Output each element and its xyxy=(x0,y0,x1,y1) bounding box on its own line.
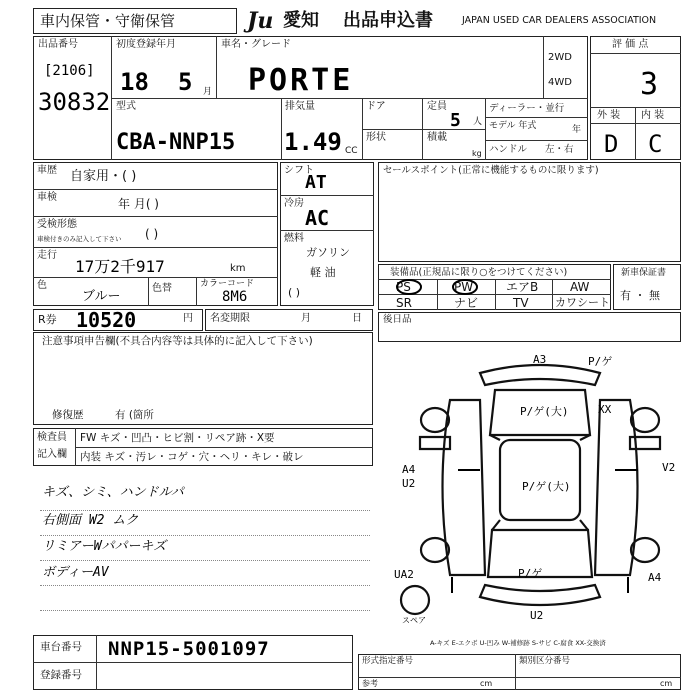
name-change-label: 名変期限 xyxy=(210,313,250,324)
association-name: JAPAN USED CAR DEALERS ASSOCIATION xyxy=(462,15,657,26)
model-year-label: モデル 年式 xyxy=(489,121,537,131)
damage-legend: A-キズ E-エクボ U-凹み W-補修跡 S-サビ C-腐食 XX-交換済 xyxy=(430,639,606,647)
ju-logo: Ju xyxy=(247,8,274,34)
type-value: CBA-NNP15 xyxy=(116,130,236,155)
history-label: 車歴 xyxy=(37,165,57,176)
lot-number: 30832 xyxy=(38,88,111,116)
shift-label: シフト xyxy=(284,165,314,176)
load-label: 積載 xyxy=(427,132,447,143)
equipment-item: カワシート xyxy=(555,296,610,309)
ac-value: AC xyxy=(305,206,330,230)
sales-point-box xyxy=(378,162,681,262)
handwritten-note: リミアーWパパーキズ xyxy=(42,539,167,554)
model-label: 車名・グレード xyxy=(221,39,291,50)
name-change-day: 日 xyxy=(352,313,362,324)
capacity-label: 定員 xyxy=(427,101,447,112)
damage-mark: P/ゲ(大) xyxy=(520,405,569,418)
mileage-label: 走行 xyxy=(37,250,57,261)
handle-label: ハンドル xyxy=(489,144,528,155)
fw-row: FW キズ・凹凸・ヒビ割・リペア跡・X要 xyxy=(80,432,275,444)
damage-mark: XX xyxy=(598,403,612,416)
tax-value: 10520 xyxy=(76,308,137,332)
doc-number-label: 形式指定番号 xyxy=(362,656,414,666)
interior-label: 内 装 xyxy=(641,110,665,121)
inspection-label: 車検 xyxy=(37,192,57,203)
color-change-label: 色替 xyxy=(152,283,172,294)
door-label: ドア xyxy=(366,101,386,112)
inspection-value: 年 月( ) xyxy=(118,197,159,211)
storage-label: 車内保管・守衛保管 xyxy=(40,12,176,30)
car-diagram xyxy=(380,345,685,630)
cm-unit: cm xyxy=(660,679,673,688)
damage-mark: A4 xyxy=(648,571,662,584)
damage-mark: A4 xyxy=(402,463,416,476)
ac-label: 冷房 xyxy=(284,198,304,209)
handle-options: 左・右 xyxy=(545,144,574,155)
equipment-title: 装備品(正規品に限り○をつけてください) xyxy=(390,267,568,278)
dealer-label: ディーラー・並行 xyxy=(489,103,565,114)
type-label: 型式 xyxy=(116,101,136,112)
damage-mark: U2 xyxy=(530,609,544,622)
reg-month: 5 xyxy=(178,68,193,96)
load-unit: kg xyxy=(472,149,482,158)
equipment-item: ナビ xyxy=(454,296,479,310)
tax-label: R券 xyxy=(38,313,57,326)
form-title: 出品申込書 xyxy=(343,10,433,31)
equipment-item: エアB xyxy=(506,280,539,294)
equipment-item: PS xyxy=(396,280,411,294)
equipment-item: PW xyxy=(454,280,474,294)
handwritten-note: ボディーAV xyxy=(42,565,109,580)
rear-item-box xyxy=(378,312,681,342)
exterior-label: 外 装 xyxy=(597,110,621,121)
equipment-item: TV xyxy=(513,296,529,310)
receipt-value: ( ) xyxy=(145,227,159,241)
damage-mark: V2 xyxy=(662,461,676,474)
reg-year: 18 xyxy=(120,68,149,96)
damage-mark: P/ゲ xyxy=(518,567,543,580)
sales-point-label: セールスポイント(正常に機能するものに限ります) xyxy=(383,165,599,176)
name-change-month: 月 xyxy=(301,313,311,324)
interior-value: C xyxy=(648,130,663,158)
receipt-label: 受検形態 xyxy=(37,219,77,230)
history-value: 自家用・( ) xyxy=(70,169,137,184)
tax-unit: 円 xyxy=(183,313,193,324)
handwritten-note: キズ、シミ、ハンドルパ xyxy=(42,485,184,500)
notice-label: 注意事項申告欄(不具合内容等は具体的に記入して下さい) xyxy=(42,335,313,347)
inspector-label: 検査員 xyxy=(37,432,67,443)
mileage-unit: km xyxy=(230,263,246,274)
spare-label: スペア xyxy=(402,616,426,625)
fuel-label: 燃料 xyxy=(284,233,304,244)
model-name: PORTE xyxy=(248,63,354,98)
damage-mark: UA2 xyxy=(394,568,414,581)
chassis-number: NNP15-5001097 xyxy=(108,638,270,660)
shape-label: 形状 xyxy=(366,132,386,143)
damage-mark: U2 xyxy=(402,477,416,490)
rating-value: 3 xyxy=(640,67,659,102)
rear-item-label: 後日品 xyxy=(383,314,412,325)
fuel-value: ガソリン xyxy=(306,246,350,259)
fuel-paren: ( ) xyxy=(288,286,301,299)
damage-mark: A3 xyxy=(533,353,547,366)
month-unit: 月 xyxy=(203,87,213,97)
mileage-value: 17万2千917 xyxy=(75,257,165,276)
repair-value: 有 (箇所 xyxy=(115,409,154,421)
displacement-value: 1.49 xyxy=(284,128,342,156)
category-number-label: 類別区分番号 xyxy=(519,656,571,666)
warranty-label: 新車保証書 xyxy=(621,268,667,278)
displacement-unit: CC xyxy=(345,146,358,156)
org-name: 愛知 xyxy=(283,10,319,31)
year-unit: 年 xyxy=(572,125,582,135)
interior-row: 内装 キズ・汚レ・コゲ・穴・ヘリ・キレ・破レ xyxy=(80,451,304,463)
fuel-diesel: 軽 油 xyxy=(310,266,336,279)
drive-2wd: 2WD xyxy=(548,52,572,63)
color-code-value: 8M6 xyxy=(222,289,248,305)
equipment-item: SR xyxy=(396,296,412,310)
repair-label: 修復歴 xyxy=(52,409,84,421)
color-value: ブルー xyxy=(82,289,121,304)
exterior-value: D xyxy=(604,130,619,158)
warranty-value: 有 ・ 無 xyxy=(620,289,660,302)
chassis-label: 車台番号 xyxy=(40,641,82,653)
damage-mark: P/ゲ(大) xyxy=(522,480,571,493)
capacity-unit: 人 xyxy=(473,117,483,127)
capacity-value: 5 xyxy=(450,110,461,131)
receipt-note: 車検付きのみ記入して下さい xyxy=(37,235,122,243)
lot-bracket-code: [2106] xyxy=(44,63,95,79)
registration-number-label: 登録番号 xyxy=(40,669,82,681)
cm-unit: cm xyxy=(480,679,493,688)
equipment-circles xyxy=(395,277,485,297)
displacement-label: 排気量 xyxy=(285,101,315,112)
color-code-label: カラーコード xyxy=(200,279,255,289)
first-reg-label: 初度登録年月 xyxy=(116,39,176,50)
entry-label: 記入欄 xyxy=(37,449,67,460)
lot-number-label: 出品番号 xyxy=(38,39,78,50)
rating-label: 評 価 点 xyxy=(612,39,649,50)
handwritten-note: 右側面 W2 ムク xyxy=(42,513,139,528)
color-label: 色 xyxy=(37,280,47,291)
drive-4wd: 4WD xyxy=(548,77,572,88)
reference-label: 参考 xyxy=(362,679,378,688)
damage-mark: P/ゲ xyxy=(588,355,613,368)
equipment-item: AW xyxy=(570,280,590,294)
shift-value: AT xyxy=(305,172,327,193)
